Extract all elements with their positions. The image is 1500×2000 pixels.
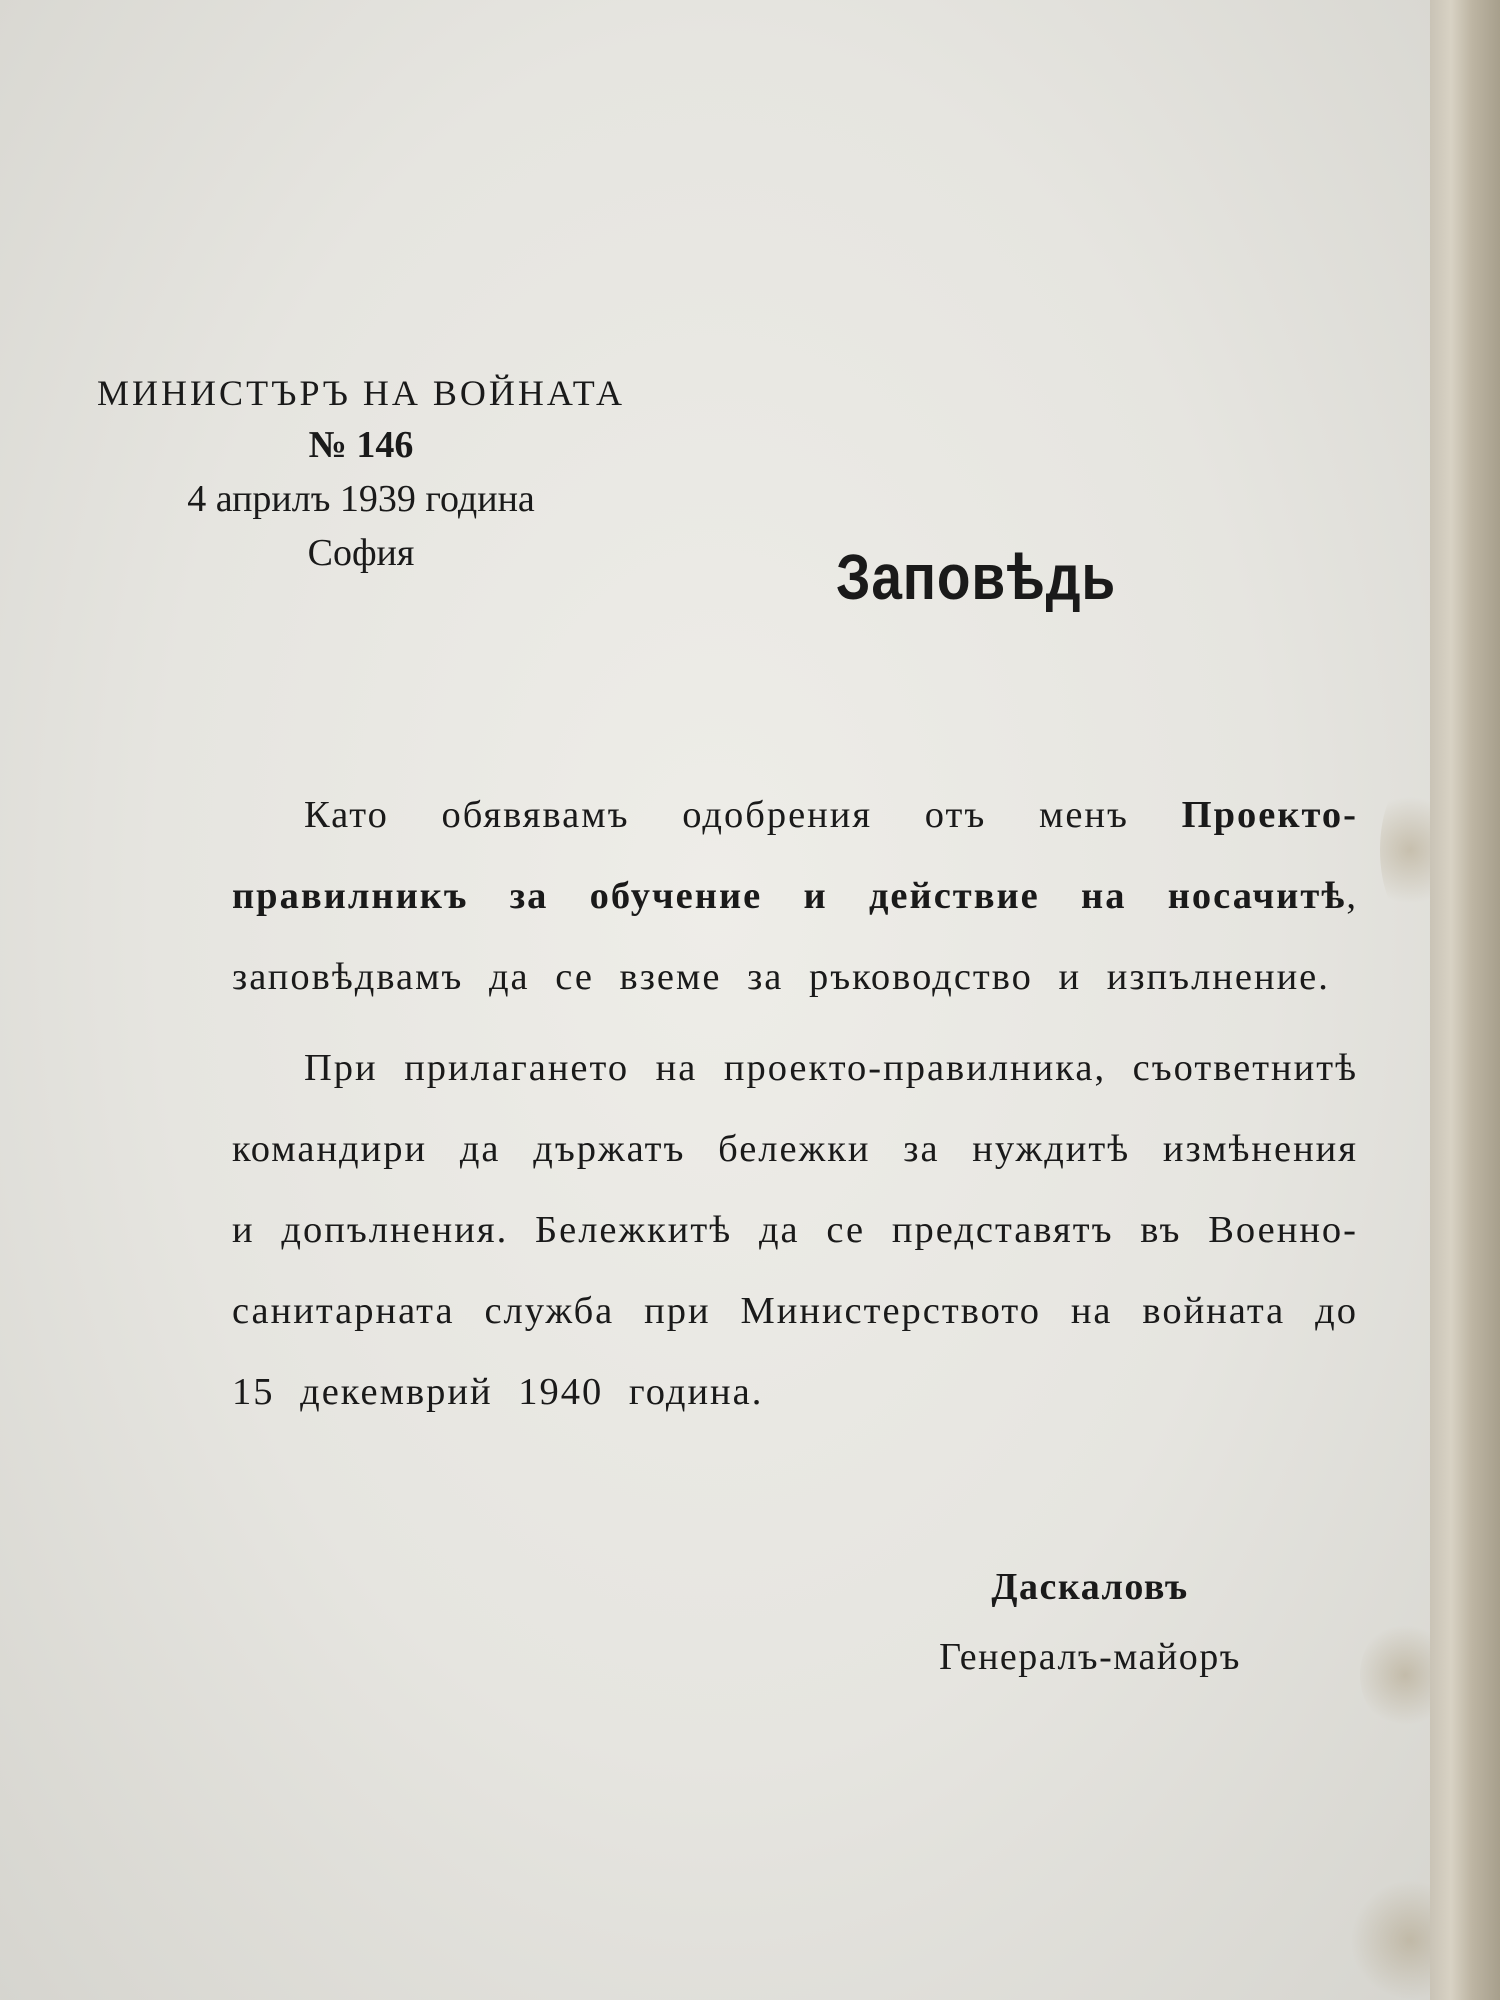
order-body: [232, 775, 1358, 1443]
paragraph-1: [232, 775, 1358, 1018]
regulation-name: Проекто-правилникъ за обучение и действие на носачитѣ: [232, 794, 1358, 917]
paragraph-2: При прилагането на проекто-правилника, съответнитѣ командири да държатъ бележки за нуждитѣ измѣнения и допълнения. Бележкитѣ да се представятъ въ Военно-санитарната служба при Министерството на войната до 15 декемврий 1940 година.: [232, 1047, 1358, 1413]
order-date: 4 априлъ 1939 година: [187, 478, 535, 521]
signatory-name: Даскаловъ: [991, 1566, 1189, 1608]
order-city: София: [307, 532, 415, 575]
document-title: Заповѣдь: [836, 541, 1117, 613]
paragraph-1-start: Като обявявамъ одобрения отъ менъ: [304, 794, 1182, 836]
paper-stain: [1380, 780, 1430, 920]
paper-stain: [1350, 1880, 1430, 2000]
ministry-name: МИНИСТЪРЪ НА ВОЙНАТА: [97, 373, 625, 413]
signature-block: [880, 1552, 1300, 1692]
order-number: № 146: [308, 424, 414, 467]
paper-stain: [1360, 1620, 1430, 1730]
signatory-rank: Генералъ-майоръ: [939, 1636, 1241, 1678]
paragraph-1-end: , заповѣдвамъ да се вземе за ръководство и изпълнение.: [232, 875, 1358, 998]
order-header: [66, 368, 656, 581]
page-edge: [1430, 0, 1500, 2000]
